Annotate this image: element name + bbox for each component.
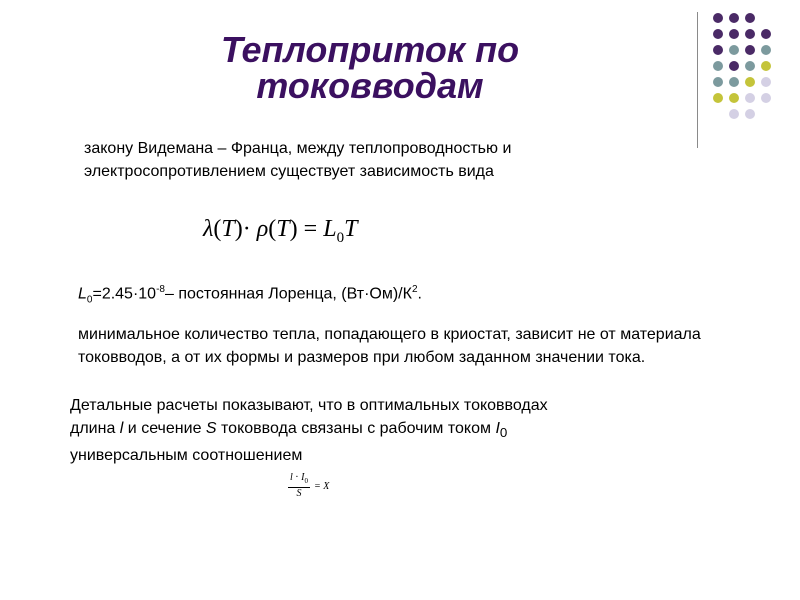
title-line-1: Теплоприток по [220,29,520,70]
decorative-dot [745,13,755,23]
decorative-dot [745,45,755,55]
formula-var: T [276,216,290,242]
decorative-dot [745,61,755,71]
decorative-dot [729,61,739,71]
lorenz-end: . [417,285,422,303]
var-s: S [205,420,217,437]
paragraph-line: Детальные расчеты показывают, что в оптимальных токовводах [70,397,548,414]
decorative-dot [745,77,755,87]
rho-symbol: ρ [256,216,269,242]
var-i: I [495,420,500,437]
decorative-dot [729,45,739,55]
paragraph-line: закону Видемана – Франца, между теплопроводностью и [84,140,512,157]
decorative-dot [729,93,739,103]
current-lead-formula [288,472,329,500]
decorative-dot-grid [0,0,800,140]
formula-var: T [221,216,235,242]
decorative-dot [729,13,739,23]
lorenz-symbol: L [323,216,337,242]
lorenz-value: =2.45·10 [92,285,157,303]
decorative-dot [713,29,723,39]
decorative-dot [745,93,755,103]
fraction-numerator: $l \cdot I_0$ [288,472,310,488]
title-line-2: токовводам [256,65,484,106]
decorative-dot [745,29,755,39]
decorative-dot [761,93,771,103]
decorative-dot [729,77,739,87]
decorative-dot [713,61,723,71]
text-fragment: длина [70,420,120,437]
formula-var: T [344,216,358,242]
var-i-sub: 0 [499,425,508,441]
decorative-dot [761,45,771,55]
decorative-dot [761,77,771,87]
decorative-dot [745,109,755,119]
lambda-symbol: λ [203,216,214,242]
paragraph-line [70,417,730,444]
paragraph-minimum-heat: минимальное количество тепла, попадающего в криостат, зависит не от материала токовводов, а от их формы и размеров при любом заданном значении тока. [78,326,701,366]
wiedemann-franz-formula: $\lambda(T)\cdot \rho(T) = L_0T$ [203,216,358,246]
paragraph-detailed-calculations [70,394,730,467]
formula-dot: · [242,216,251,242]
decorative-dot [729,29,739,39]
text-fragment: токоввода связаны с рабочим током [216,420,496,437]
lorenz-sub: 0 [86,294,93,306]
formula-equals: = [303,216,318,242]
decorative-dot [713,77,723,87]
decorative-dot [713,45,723,55]
formula-rhs: = X [313,480,330,492]
decorative-dot [713,13,723,23]
lorenz-constant [78,279,422,312]
fraction-denominator: S [296,488,302,499]
paragraph-wiedemann-franz [84,137,644,183]
unit-exponent: 2 [411,284,418,295]
lorenz-exponent: -8 [156,284,165,295]
text-fragment: и сечение [123,420,206,437]
decorative-dot [761,29,771,39]
var-l: l [119,420,124,437]
formula-fraction [288,472,310,500]
paragraph-line: электросопротивлением существует зависимость вида [84,163,494,180]
lorenz-text: – постоянная Лоренца, (Вт·Ом)/К [164,285,412,303]
formula-sub: 0 [336,229,345,246]
decorative-dot [713,93,723,103]
paragraph-line: универсальным соотношением [70,447,303,465]
decorative-dot [761,61,771,71]
decorative-dot [729,109,739,119]
lorenz-symbol: L [78,285,87,303]
